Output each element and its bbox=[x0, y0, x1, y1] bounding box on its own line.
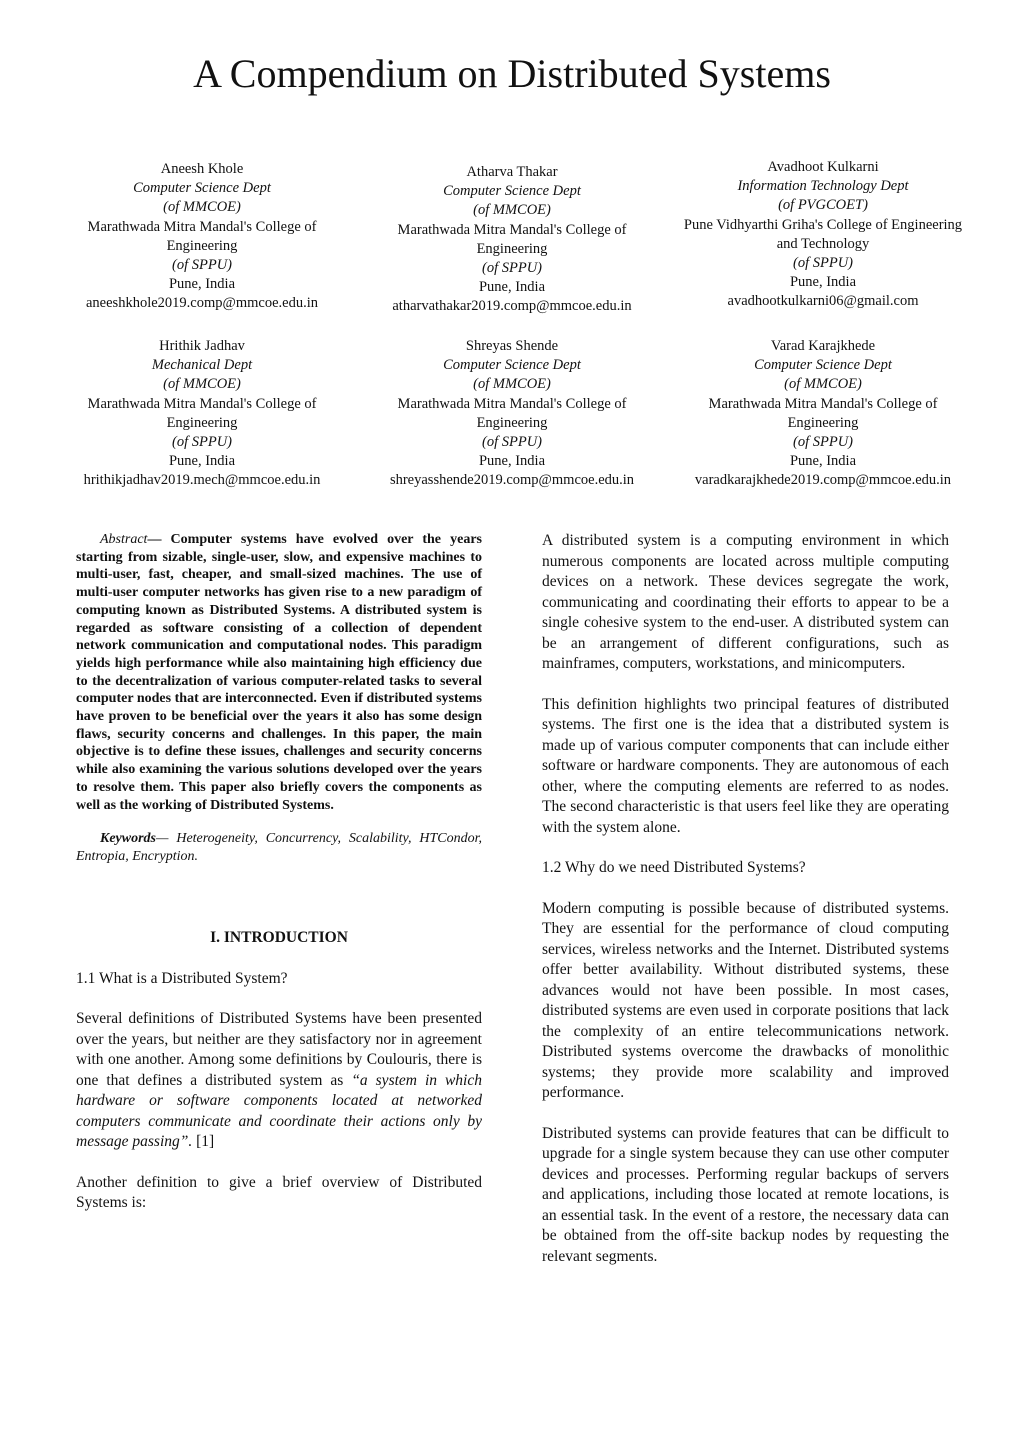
paragraph bbox=[76, 1009, 482, 1153]
paragraph: A distributed system is a computing environment in which numerous components are located across multiple computing devices on a network. These devices segregate the work, communicating and coordinating their efforts to appear to be a single cohesive system to the end-user. A distributed system can be an arrangement of different configurations, such as mainframes, computers, workstations, and minicomputers. bbox=[542, 532, 949, 672]
keywords-text: Heterogeneity, Concurrency, Scalability, HTCondor, Entropia, Encryption. bbox=[76, 831, 482, 865]
author-dept-of: (of PVGCOET) bbox=[778, 197, 868, 214]
author-univ: (of SPPU) bbox=[172, 434, 232, 451]
author-block bbox=[683, 158, 963, 312]
author-univ: (of SPPU) bbox=[172, 257, 232, 274]
left-column bbox=[76, 531, 482, 1214]
author-block bbox=[62, 337, 342, 491]
author-email: avadhootkulkarni06@gmail.com bbox=[727, 293, 919, 310]
author-dept: Mechanical Dept bbox=[151, 357, 253, 374]
author-college: Marathwada Mitra Mandal's College of Engineering bbox=[708, 395, 938, 431]
author-email: varadkarajkhede2019.comp@mmcoe.edu.in bbox=[694, 472, 952, 489]
author-location: Pune, India bbox=[789, 274, 857, 291]
section-heading: I. INTRODUCTION bbox=[210, 929, 348, 947]
author-block bbox=[683, 337, 963, 491]
right-column bbox=[542, 531, 949, 1267]
author-dept: Computer Science Dept bbox=[133, 180, 271, 197]
author-dept-of: (of MMCOE) bbox=[473, 376, 551, 393]
keywords bbox=[76, 830, 482, 866]
author-dept: Computer Science Dept bbox=[443, 183, 581, 200]
author-name: Atharva Thakar bbox=[466, 164, 558, 180]
author-college: Pune Vidhyarthi Griha's College of Engineering and Technology bbox=[683, 216, 963, 252]
author-name: Aneesh Khole bbox=[160, 161, 244, 177]
definition-quote: “a system in which hardware or software components located at networked computers communicate and coordinate their actions only by message passing”. bbox=[76, 1071, 482, 1151]
paragraph: Distributed systems can provide features that can be difficult to upgrade for a single system because they can use other computer devices and processes. Performing regular backups of servers and applications, including those located at remote locations, is an essential task. In the event of a restore, the necessary data can be obtained from the off-site backup nodes by requesting the relevant segments. bbox=[542, 1124, 949, 1265]
author-email: aneeshkhole2019.comp@mmcoe.edu.in bbox=[86, 295, 318, 312]
abstract bbox=[76, 531, 482, 814]
paragraph: Another definition to give a brief overview of Distributed Systems is: bbox=[76, 1173, 482, 1212]
author-location: Pune, India bbox=[789, 453, 857, 470]
author-dept: Information Technology Dept bbox=[737, 178, 909, 195]
author-name: Hrithik Jadhav bbox=[159, 338, 245, 354]
author-name: Avadhoot Kulkarni bbox=[767, 159, 879, 175]
author-email: hrithikjadhav2019.mech@mmcoe.edu.in bbox=[83, 472, 321, 489]
author-location: Pune, India bbox=[168, 453, 236, 470]
subsection-heading: 1.2 Why do we need Distributed Systems? bbox=[542, 859, 806, 876]
keywords-dash: — bbox=[156, 831, 169, 847]
paper-title: A Compendium on Distributed Systems bbox=[193, 51, 831, 96]
author-dept-of: (of MMCOE) bbox=[163, 376, 241, 393]
author-univ: (of SPPU) bbox=[482, 260, 542, 277]
author-block bbox=[372, 163, 652, 317]
author-dept-of: (of MMCOE) bbox=[163, 199, 241, 216]
paragraph-text: Several definitions of Distributed Systems have been presented over the years, but neither are they satisfactory nor in agreement with one another. Among some definitions by Coulouris, there is one that defines a distributed system as bbox=[76, 1010, 482, 1089]
author-email: atharvathakar2019.comp@mmcoe.edu.in bbox=[392, 298, 632, 315]
citation: [1] bbox=[192, 1133, 215, 1151]
author-block bbox=[372, 337, 652, 491]
abstract-text: Computer systems have evolved over the years starting from sizable, single-user, slow, and expensive machines to multi-user, fast, cheaper, and small-sized machines. The use of multi-user computer networks has given rise to a new paradigm of computing known as Distributed Systems. A distributed system is regarded as software consisting of a collection of dependent network communication and computational nodes. This paradigm yields high performance while also maintaining high efficiency due to the decentralization of various computer-related tasks to several computer nodes that are interconnected. Even if distributed systems have proven to be beneficial over the years it also has some design flaws, security concerns and challenges. In this paper, the main objective is to define these issues, challenges and security concerns while also examining the various solutions developed over the years to resolve them. This paper also briefly covers the components as well as the working of Distributed Systems. bbox=[76, 532, 482, 813]
author-email: shreyasshende2019.comp@mmcoe.edu.in bbox=[389, 472, 635, 489]
keywords-label: Keywords bbox=[100, 831, 156, 847]
author-college: Marathwada Mitra Mandal's College of Engineering bbox=[87, 395, 317, 431]
author-college: Marathwada Mitra Mandal's College of Engineering bbox=[87, 218, 317, 254]
author-dept: Computer Science Dept bbox=[754, 357, 892, 374]
author-dept: Computer Science Dept bbox=[443, 357, 581, 374]
subsection-heading: 1.1 What is a Distributed System? bbox=[76, 969, 288, 987]
author-college: Marathwada Mitra Mandal's College of Engineering bbox=[397, 395, 627, 431]
author-name: Varad Karajkhede bbox=[770, 338, 876, 354]
author-univ: (of SPPU) bbox=[482, 434, 542, 451]
author-dept-of: (of MMCOE) bbox=[473, 202, 551, 219]
author-block bbox=[62, 160, 342, 314]
author-location: Pune, India bbox=[478, 279, 546, 296]
author-dept-of: (of MMCOE) bbox=[784, 376, 862, 393]
abstract-dash: — bbox=[147, 532, 162, 547]
author-univ: (of SPPU) bbox=[793, 434, 853, 451]
author-name: Shreyas Shende bbox=[465, 338, 559, 354]
paragraph: This definition highlights two principal features of distributed systems. The first one is the idea that a distributed system is made up of various computer components that can include either software or hardware components. They are autonomous of each other, where the computing elements are referred to as nodes. The second characteristic is that users feel like they are operating with the system alone. bbox=[542, 695, 949, 836]
paragraph: Modern computing is possible because of distributed systems. They are essential for the performance of cloud computing services, wireless networks and the Internet. Distributed systems offer better availability. Without distributed systems, these advances would not have been possible. In most cases, distributed systems are even used in corporate positions that lack the complexity of an entire telecommunications network. Distributed systems overcome the drawbacks of monolithic systems; they provide more scalability and improved performance. bbox=[542, 899, 949, 1101]
author-univ: (of SPPU) bbox=[793, 255, 853, 272]
author-college: Marathwada Mitra Mandal's College of Engineering bbox=[397, 221, 627, 257]
author-location: Pune, India bbox=[478, 453, 546, 470]
abstract-label: Abstract bbox=[100, 532, 148, 547]
author-location: Pune, India bbox=[168, 276, 236, 293]
